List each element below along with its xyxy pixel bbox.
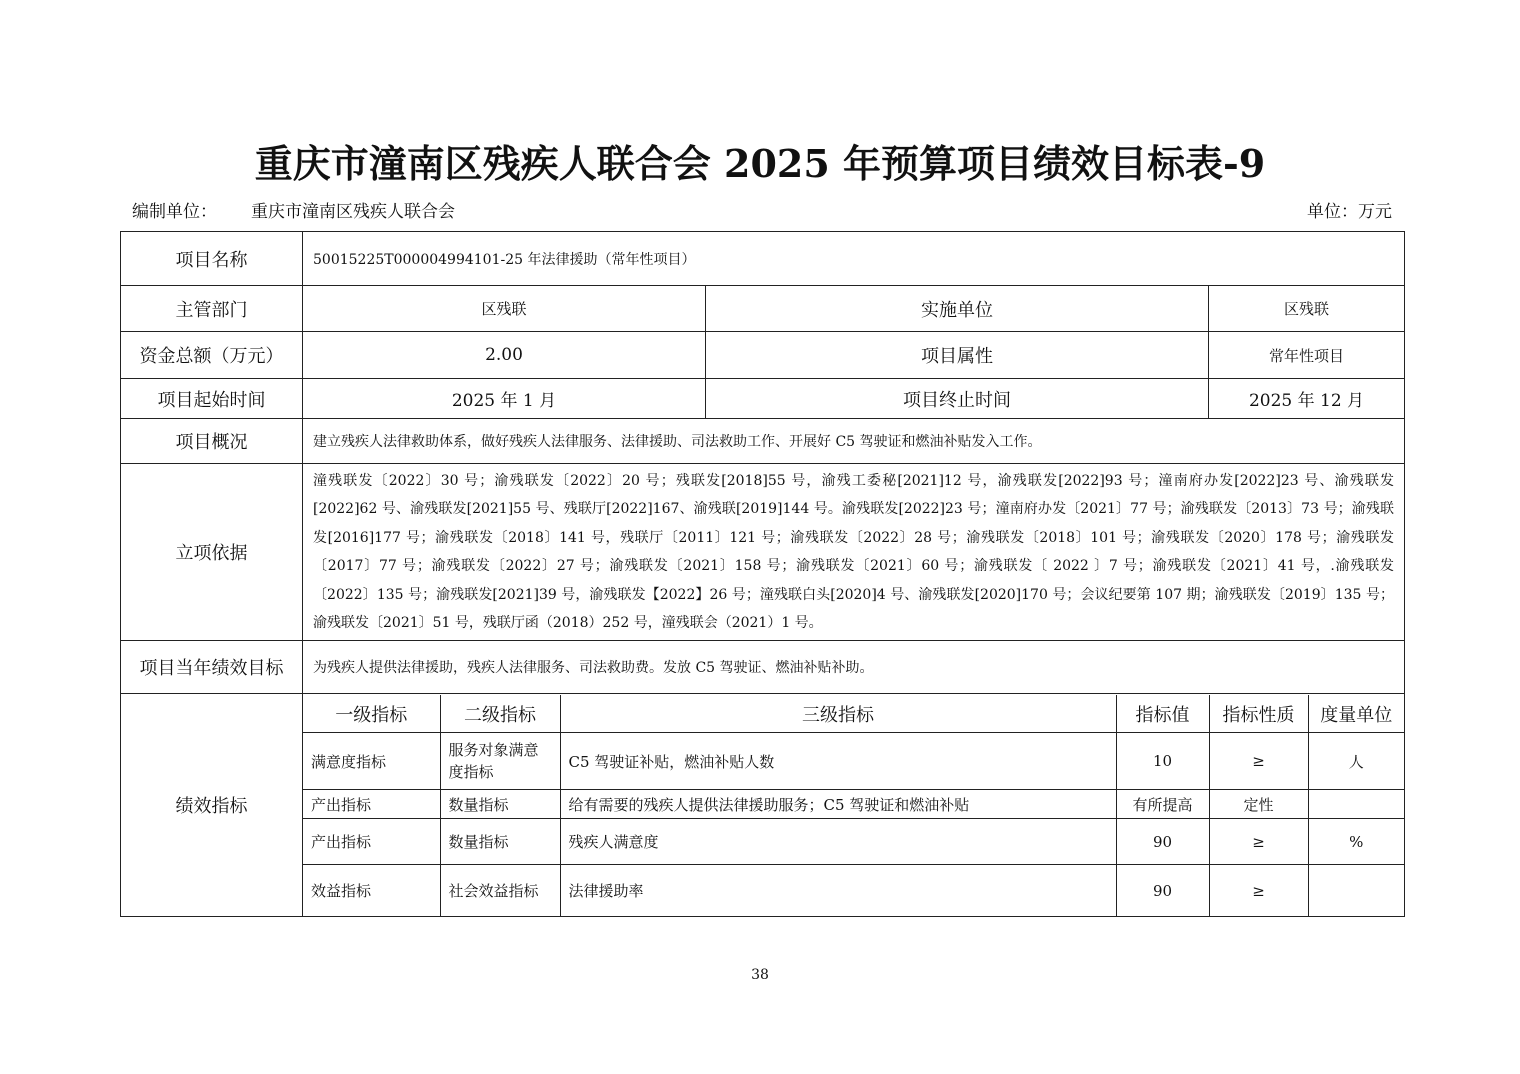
indicator-unit: %: [1308, 819, 1404, 865]
indicator-level1: 产出指标: [303, 819, 440, 865]
basis-value: 潼残联发〔2022〕30 号；渝残联发〔2022〕20 号；残联发[2018]55 号，渝残工委秘[2021]12 号，渝残联发[2022]93 号；潼南府办发[2022]23 号、渝残联发[2022]62 号、渝残联发[2021]55 号、残联厅[2022]167、渝残联[2019]144 号。渝残联发[2022]23 号；潼南府办发〔2021〕77 号；渝残联发〔2013〕73 号；渝残联发[2016]177 号；渝残联发〔2018〕141 号，残联厅〔2011〕121 号；渝残联发〔2022〕28 号；渝残联发〔2018〕101 号；渝残联发〔2020〕178 号；渝残联发〔2017〕77 号；渝残联发〔2022〕27 号；渝残联发〔2021〕158 号；渝残联发〔2021〕60 号；渝残联发〔 2022 〕7 号；渝残联发〔2021〕41 号，.渝残联发〔2022〕135 号；渝残联发[2021]39 号，渝残联发【2022】26 号；潼残联白头[2020]4 号、渝残联发[2020]170 号；会议纪要第 107 期；渝残联发〔2019〕135 号；渝残联发〔2021〕51 号，残联厅函（2018）252 号，潼残联会（2021）1 号。: [303, 464, 1405, 641]
indicator-unit: [1308, 865, 1404, 916]
org-value: 重庆市潼南区残疾人联合会: [251, 202, 455, 222]
indicator-unit: 人: [1308, 733, 1404, 790]
project-name-label: 项目名称: [121, 232, 303, 286]
indicator-level1: 满意度指标: [303, 733, 440, 790]
indicator-value: 90: [1116, 819, 1209, 865]
indicator-unit: [1308, 790, 1404, 819]
indicator-level2: 数量指标: [440, 790, 560, 819]
indicator-value: 90: [1116, 865, 1209, 916]
overview-value: 建立残疾人法律救助体系，做好残疾人法律服务、法律援助、司法救助工作、开展好 C5 驾驶证和燃油补贴发入工作。: [303, 419, 1405, 464]
attr-label: 项目属性: [706, 332, 1209, 379]
start-value: 2025 年 1 月: [303, 379, 706, 419]
goal-value: 为残疾人提供法律援助，残疾人法律服务、司法救助费。发放 C5 驾驶证、燃油补贴补助。: [303, 641, 1405, 694]
indicators-cell: [303, 694, 1405, 917]
basis-label: 立项依据: [121, 464, 303, 641]
unit-label: 单位：万元: [1307, 202, 1392, 222]
page-number: 38: [751, 967, 769, 983]
indicator-level2: 数量指标: [440, 819, 560, 865]
table-row: [121, 232, 1405, 286]
header-level1: 一级指标: [303, 695, 440, 733]
indicator-row: [303, 819, 1404, 865]
impl-value: 区残联: [1209, 286, 1405, 332]
indicator-row: [303, 733, 1404, 790]
dept-value: 区残联: [303, 286, 706, 332]
table-row: [121, 379, 1405, 419]
fund-value: 2.00: [303, 332, 706, 379]
impl-label: 实施单位: [706, 286, 1209, 332]
header-value: 指标值: [1116, 695, 1209, 733]
table-row: [121, 332, 1405, 379]
indicator-level2: 社会效益指标: [440, 865, 560, 916]
page-title: 重庆市潼南区残疾人联合会 2025 年预算项目绩效目标表-9: [254, 141, 1266, 186]
goal-label: 项目当年绩效目标: [121, 641, 303, 694]
performance-table: [120, 231, 1405, 917]
indicators-label: 绩效指标: [121, 694, 303, 917]
indicator-level3: 残疾人满意度: [560, 819, 1116, 865]
header-nature: 指标性质: [1209, 695, 1308, 733]
indicator-level3: 法律援助率: [560, 865, 1116, 916]
table-row: [121, 419, 1405, 464]
header-level2: 二级指标: [440, 695, 560, 733]
indicator-level2: 服务对象满意度指标: [440, 733, 560, 790]
indicator-level1: 效益指标: [303, 865, 440, 916]
end-label: 项目终止时间: [706, 379, 1209, 419]
end-value: 2025 年 12 月: [1209, 379, 1405, 419]
header-unit: 度量单位: [1308, 695, 1404, 733]
indicator-level3: 给有需要的残疾人提供法律援助服务；C5 驾驶证和燃油补贴: [560, 790, 1116, 819]
indicator-value: 有所提高: [1116, 790, 1209, 819]
dept-label: 主管部门: [121, 286, 303, 332]
attr-value: 常年性项目: [1209, 332, 1405, 379]
header-level3: 三级指标: [560, 695, 1116, 733]
indicator-nature: ≥: [1209, 819, 1308, 865]
indicator-row: [303, 865, 1404, 916]
indicator-header-row: [303, 695, 1404, 733]
indicator-level3: C5 驾驶证补贴，燃油补贴人数: [560, 733, 1116, 790]
org-line: [132, 197, 455, 222]
org-label: 编制单位：: [132, 202, 217, 222]
table-row: [121, 286, 1405, 332]
table-row: [121, 641, 1405, 694]
indicator-nature: 定性: [1209, 790, 1308, 819]
indicator-row: [303, 790, 1404, 819]
indicator-nature: ≥: [1209, 733, 1308, 790]
indicator-value: 10: [1116, 733, 1209, 790]
table-row: [121, 694, 1405, 917]
project-name-value: 50015225T000004994101-25 年法律援助（常年性项目）: [303, 232, 1405, 286]
fund-label: 资金总额（万元）: [121, 332, 303, 379]
indicators-table: [303, 695, 1404, 916]
indicator-nature: ≥: [1209, 865, 1308, 916]
indicator-level1: 产出指标: [303, 790, 440, 819]
start-label: 项目起始时间: [121, 379, 303, 419]
overview-label: 项目概况: [121, 419, 303, 464]
table-row: [121, 464, 1405, 641]
